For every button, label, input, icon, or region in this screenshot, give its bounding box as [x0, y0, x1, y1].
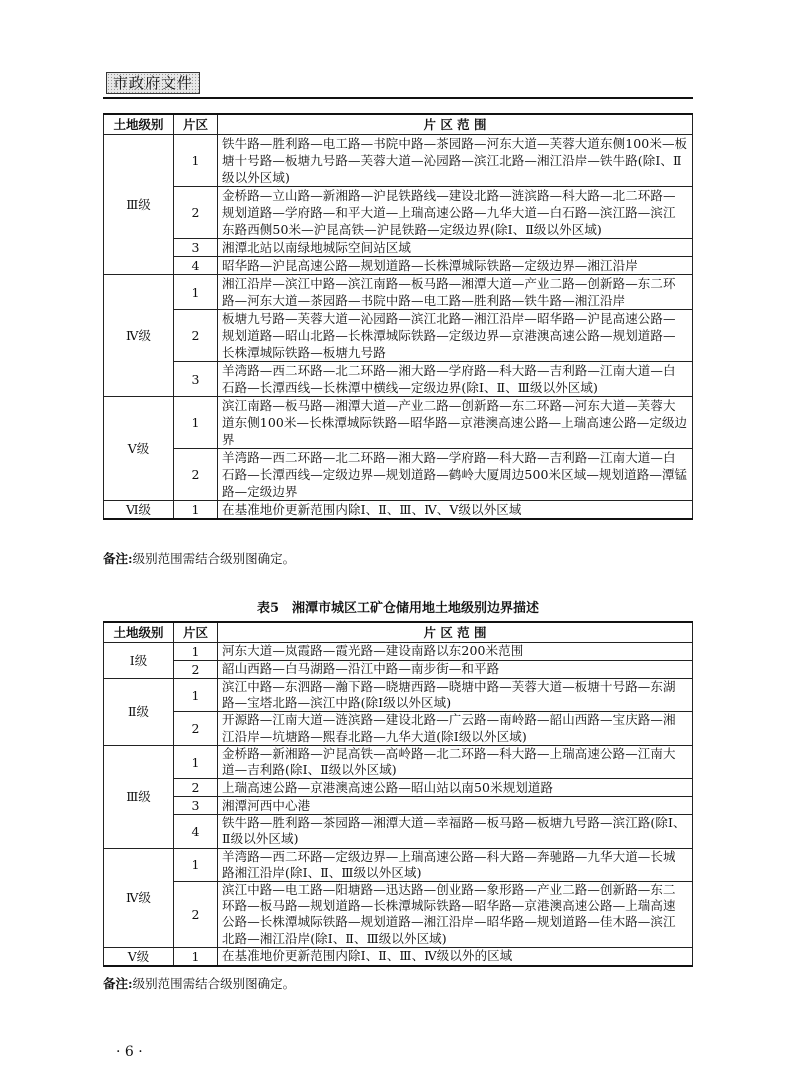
range-cell: 金桥路—新湘路—沪昆高铁—高岭路—北二环路—科大路—上瑞高速公路—江南大道—吉利路(除Ⅰ、Ⅱ级以外区域)	[218, 745, 693, 778]
range-cell: 昭华路—沪昆高速公路—规划道路—长株潭城际铁路—定级边界—湘江沿岸	[218, 257, 693, 275]
header-rule	[103, 97, 693, 99]
zone-cell: 1	[174, 947, 218, 966]
table-row	[104, 797, 693, 815]
zone-cell: 3	[174, 797, 218, 815]
range-cell: 滨江中路—东泗路—瀚下路—晓塘西路—晓塘中路—芙蓉大道—板塘十号路—东湖路—宝塔北路—滨江中路(除Ⅰ级以外区域)	[218, 679, 693, 712]
zone-cell: 3	[174, 239, 218, 257]
land-level-cell: Ⅱ级	[104, 679, 174, 746]
range-cell: 铁牛路—胜利路—电工路—书院中路—茶园路—河东大道—芙蓉大道东侧100米—板塘十号路—板塘九号路—芙蓉大道—沁园路—滨江北路—湘江沿岸—铁牛路(除Ⅰ、Ⅱ级以外区域)	[218, 135, 693, 187]
zone-cell: 2	[174, 712, 218, 745]
range-cell: 在基准地价更新范围内除Ⅰ、Ⅱ、Ⅲ、Ⅳ级以外的区域	[218, 947, 693, 966]
range-cell: 羊湾路—西二环路—定级边界—上瑞高速公路—科大路—奔驰路—九华大道—长城路湘江沿岸(除Ⅰ、Ⅱ、Ⅲ级以外区域)	[218, 848, 693, 881]
table-row	[104, 239, 693, 257]
land-level-cell: Ⅴ级	[104, 947, 174, 966]
land-level-cell: Ⅴ级	[104, 397, 174, 501]
document-header-title: 市政府文件	[106, 72, 200, 94]
land-level-cell: Ⅵ级	[104, 501, 174, 520]
header-zone-range: 片 区 范 围	[218, 622, 693, 643]
table-caption: 表5 湘潭市城区工矿仓储用地土地级别边界描述	[256, 601, 540, 616]
table-row	[104, 362, 693, 397]
land-level-cell: Ⅳ级	[104, 848, 174, 947]
land-level-cell: Ⅲ级	[104, 745, 174, 848]
header-land-level: 土地级别	[104, 114, 174, 135]
zone-cell: 3	[174, 362, 218, 397]
table-header-row	[104, 114, 693, 135]
table-note	[103, 974, 295, 992]
range-cell: 湘潭北站以南绿地城际空间站区域	[218, 239, 693, 257]
table-row	[104, 848, 693, 881]
zone-cell: 2	[174, 310, 218, 362]
table-row	[104, 501, 693, 520]
range-cell: 上瑞高速公路—京港澳高速公路—昭山站以南50米规划道路	[218, 779, 693, 797]
range-cell: 羊湾路—西二环路—北二环路—湘大路—学府路—科大路—吉利路—江南大道—白石路—长潭西线—长株潭中横线—定级边界(除Ⅰ、Ⅱ、Ⅲ级以外区域)	[218, 362, 693, 397]
range-cell: 在基准地价更新范围内除Ⅰ、Ⅱ、Ⅲ、Ⅳ、Ⅴ级以外区域	[218, 501, 693, 520]
zone-cell: 1	[174, 135, 218, 187]
table-row	[104, 882, 693, 948]
note-label: 备注:	[103, 976, 133, 991]
table-row	[104, 947, 693, 966]
land-level-cell: Ⅰ级	[104, 643, 174, 679]
table-row	[104, 661, 693, 679]
range-cell: 滨江南路—板马路—湘潭大道—产业二路—创新路—东二环路—河东大道—芙蓉大道东侧100米—长株潭城际铁路—昭华路—京港澳高速公路—上瑞高速公路—定级边界	[218, 397, 693, 449]
table-row	[104, 135, 693, 187]
table-row	[104, 275, 693, 310]
range-cell: 湘江沿岸—滨江中路—滨江南路—板马路—湘潭大道—产业二路—创新路—东二环路—河东大道—茶园路—书院中路—电工路—胜利路—铁牛路—湘江沿岸	[218, 275, 693, 310]
table-row	[104, 779, 693, 797]
zone-cell: 1	[174, 848, 218, 881]
table-header-row	[104, 622, 693, 643]
range-cell: 羊湾路—西二环路—北二环路—湘大路—学府路—科大路—吉利路—江南大道—白石路—长潭西线—定级边界—规划道路—鹤岭大厦周边500米区域—规划道路—潭锰路—定级边界	[218, 449, 693, 501]
table-note	[103, 549, 295, 567]
zone-cell: 2	[174, 779, 218, 797]
land-level-cell: Ⅳ级	[104, 275, 174, 397]
zone-cell: 2	[174, 449, 218, 501]
table-row	[104, 257, 693, 275]
land-level-table-1	[103, 113, 693, 520]
range-cell: 河东大道—岚霞路—霞光路—建设南路以东200米范围	[218, 643, 693, 661]
header-zone: 片区	[174, 622, 218, 643]
zone-cell: 1	[174, 275, 218, 310]
table-row	[104, 643, 693, 661]
zone-cell: 1	[174, 397, 218, 449]
table-row	[104, 712, 693, 745]
range-cell: 韶山西路—白马湖路—沿江中路—南步街—和平路	[218, 661, 693, 679]
header-land-level: 土地级别	[104, 622, 174, 643]
range-cell: 湘潭河西中心港	[218, 797, 693, 815]
page-number: · 6 ·	[116, 1044, 143, 1060]
zone-cell: 4	[174, 257, 218, 275]
table-row	[104, 815, 693, 848]
zone-cell: 2	[174, 661, 218, 679]
note-text: 级别范围需结合级别图确定。	[132, 976, 296, 991]
note-text: 级别范围需结合级别图确定。	[132, 551, 296, 566]
zone-cell: 4	[174, 815, 218, 848]
table-row	[104, 745, 693, 778]
table-row	[104, 449, 693, 501]
zone-cell: 1	[174, 643, 218, 661]
table-row	[104, 679, 693, 712]
table-row	[104, 187, 693, 239]
header-zone-range: 片 区 范 围	[218, 114, 693, 135]
zone-cell: 1	[174, 679, 218, 712]
zone-cell: 1	[174, 745, 218, 778]
range-cell: 开源路—江南大道—涟滨路—建设北路—广云路—南岭路—韶山西路—宝庆路—湘江沿岸—坑塘路—熙春北路—九华大道(除Ⅰ级以外区域)	[218, 712, 693, 745]
table-row	[104, 310, 693, 362]
zone-cell: 2	[174, 882, 218, 948]
land-level-cell: Ⅲ级	[104, 135, 174, 275]
land-level-table-2	[103, 621, 693, 967]
range-cell: 板塘九号路—芙蓉大道—沁园路—滨江北路—湘江沿岸—昭华路—沪昆高速公路—规划道路—昭山北路—长株潭城际铁路—定级边界—京港澳高速公路—规划道路—长株潭城际铁路—板塘九号路	[218, 310, 693, 362]
zone-cell: 1	[174, 501, 218, 520]
range-cell: 铁牛路—胜利路—茶园路—湘潭大道—幸福路—板马路—板塘九号路—滨江路(除Ⅰ、Ⅱ级以外区域)	[218, 815, 693, 848]
range-cell: 滨江中路—电工路—阳塘路—迅达路—创业路—象形路—产业二路—创新路—东二环路—板马路—规划道路—长株潭城际铁路—昭华路—京港澳高速公路—上瑞高速公路—长株潭城际铁路—规划道路—湘江沿岸—昭华路—规划道路—佳木路—滨江北路—湘江沿岸(除Ⅰ、Ⅱ、Ⅲ级以外区域)	[218, 882, 693, 948]
zone-cell: 2	[174, 187, 218, 239]
header-zone: 片区	[174, 114, 218, 135]
note-label: 备注:	[103, 551, 133, 566]
range-cell: 金桥路—立山路—新湘路—沪昆铁路线—建设北路—涟滨路—科大路—北二环路—规划道路—学府路—和平大道—上瑞高速公路—九华大道—白石路—滨江路—滨江东路西侧50米—沪昆高铁—沪昆铁路—定级边界(除Ⅰ、Ⅱ级以外区域)	[218, 187, 693, 239]
table-row	[104, 397, 693, 449]
